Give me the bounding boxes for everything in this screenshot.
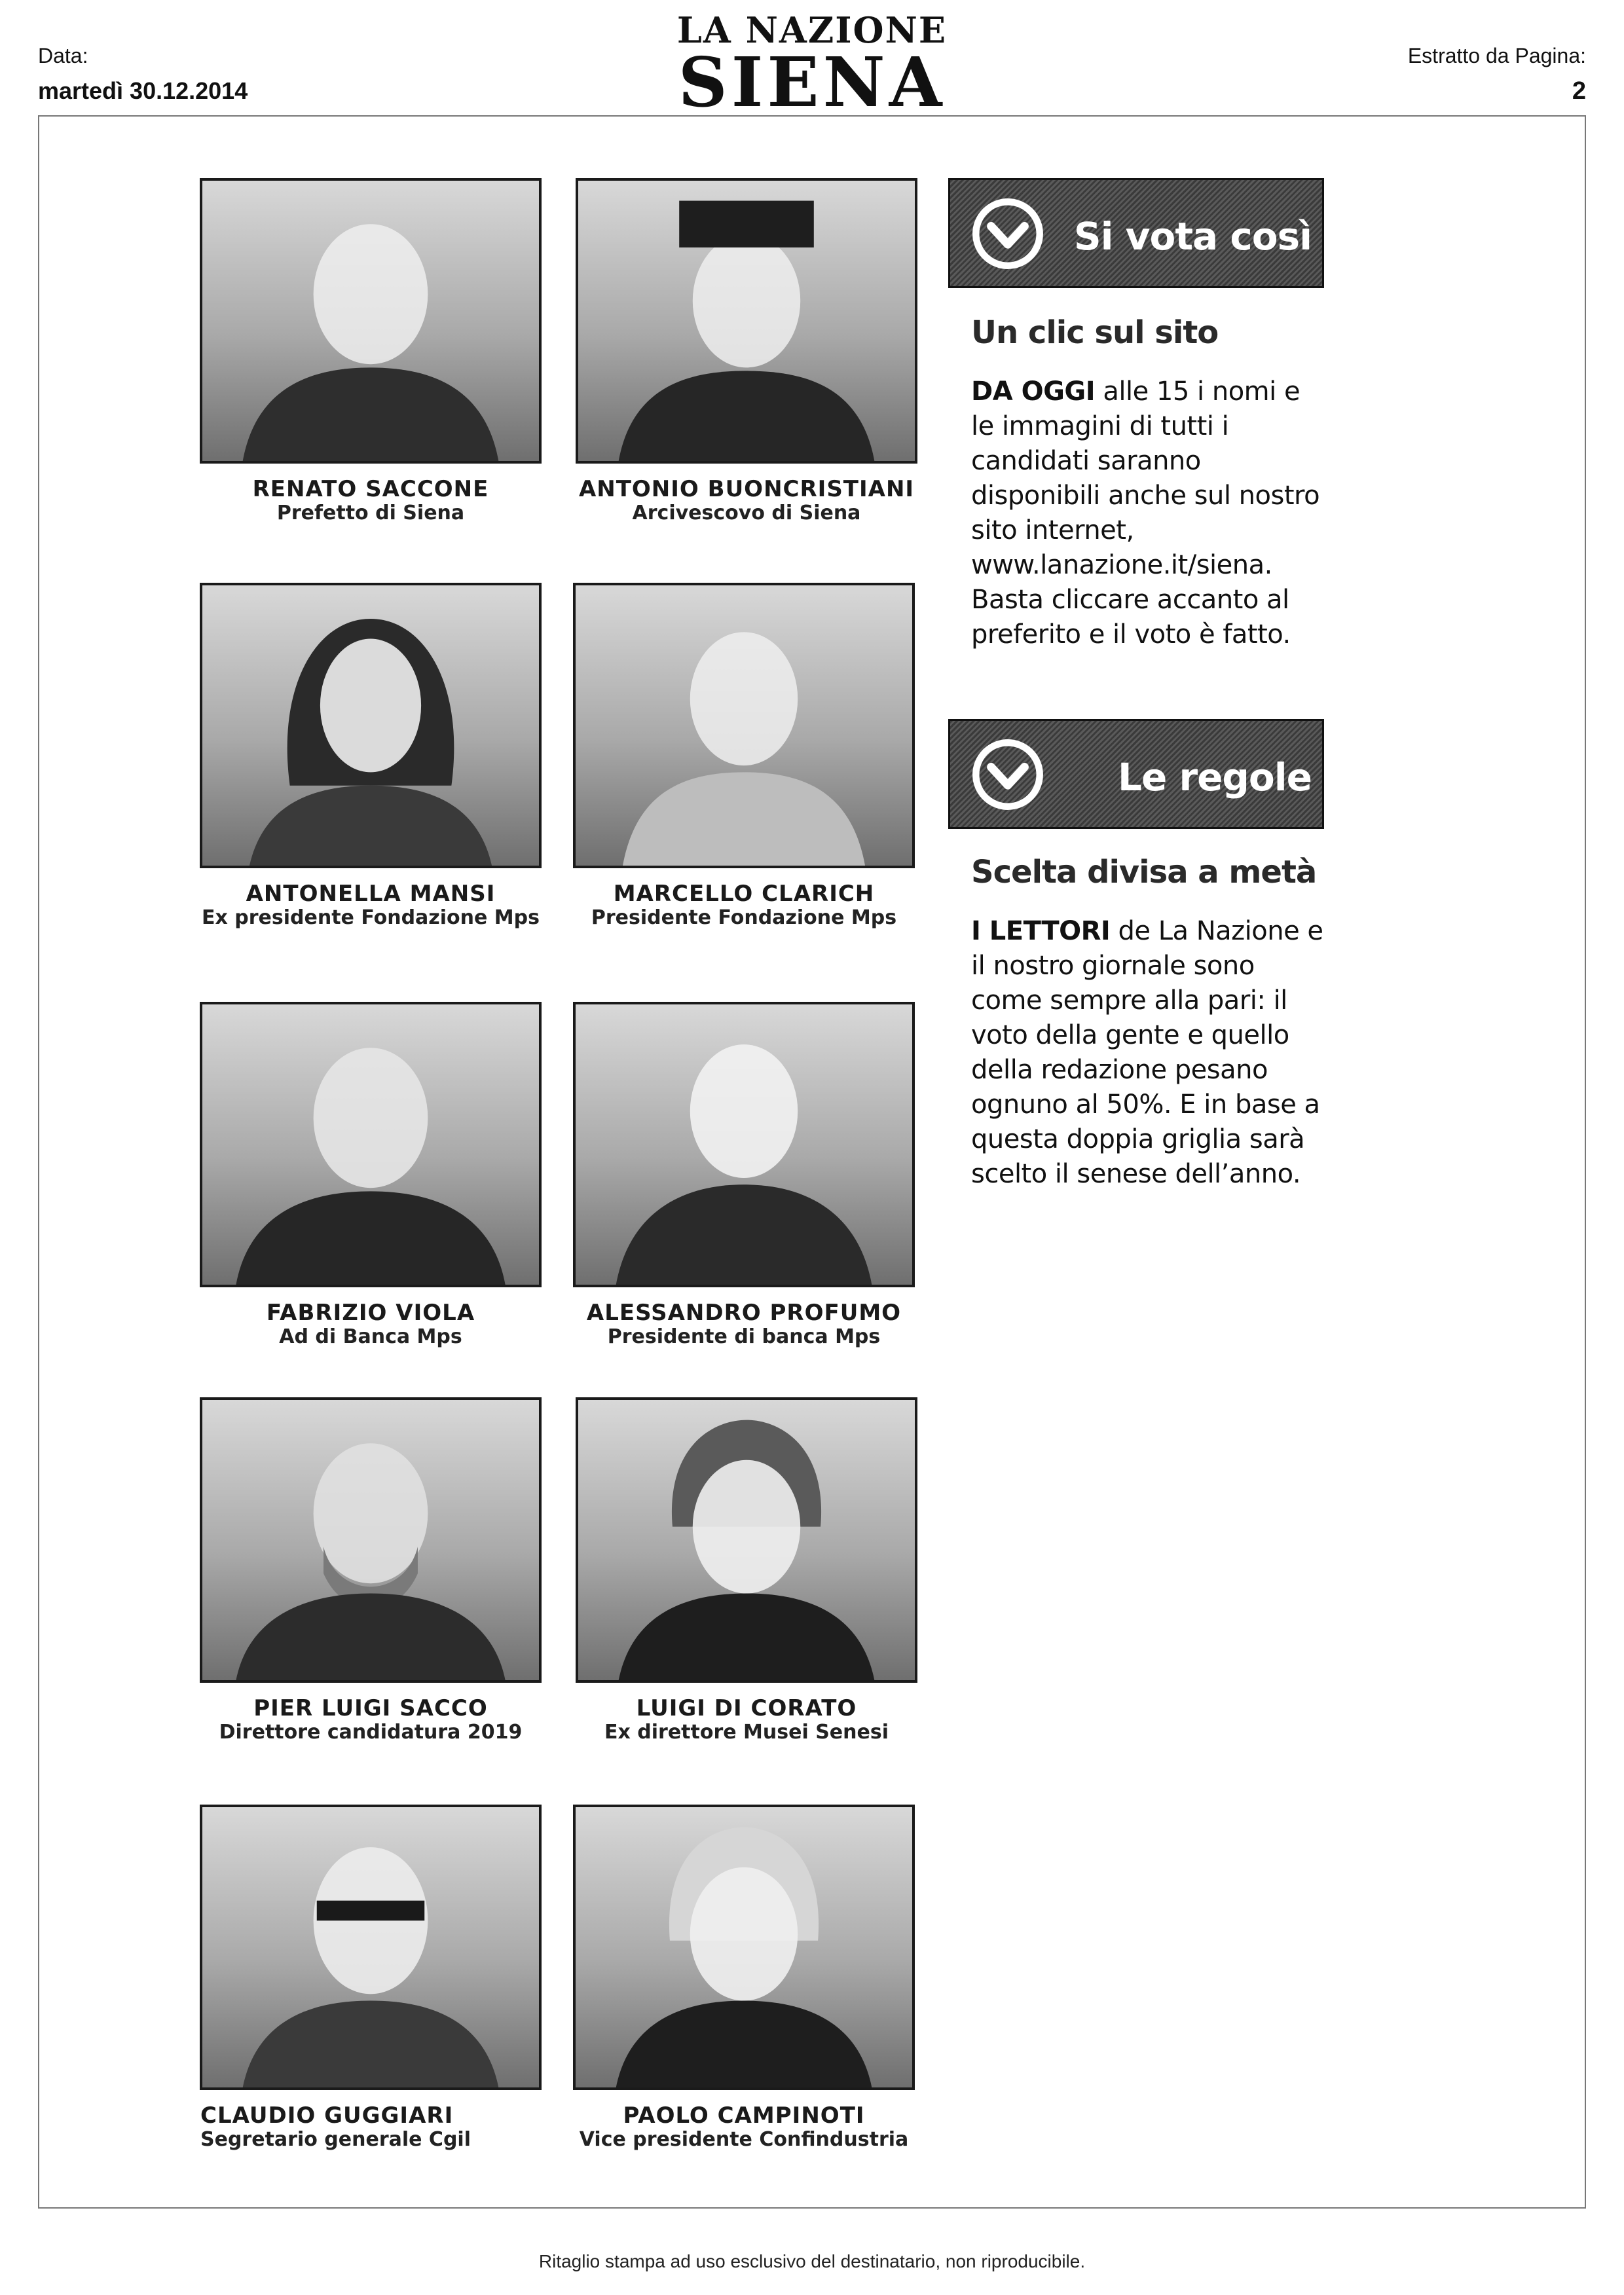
person-silhouette-icon	[202, 1807, 539, 2087]
candidate-card	[571, 583, 917, 930]
person-silhouette-icon	[576, 1004, 912, 1285]
vote-box-title: Un clic sul sito	[971, 314, 1219, 351]
candidate-name: MARCELLO CLARICH	[613, 881, 875, 907]
person-silhouette-icon	[202, 181, 539, 461]
candidate-photo	[200, 1002, 542, 1287]
candidate-card	[571, 1805, 917, 2152]
arrow-down-circle-icon	[970, 737, 1046, 813]
candidate-photo	[200, 1397, 542, 1683]
candidate-card	[574, 1397, 919, 1744]
candidate-name: ANTONELLA MANSI	[246, 881, 496, 907]
candidate-photo	[576, 1397, 917, 1683]
candidate-card	[198, 1397, 544, 1744]
page-number: 2	[1572, 77, 1586, 105]
candidate-card	[198, 1002, 544, 1349]
candidate-role: Presidente Fondazione Mps	[591, 906, 897, 929]
vote-box-body: alle 15 i nomi e le immagini di tutti i candidati saranno disponibili anche sul nostro sito internet, www.lanazione.it/siena. Basta cliccare accanto al preferito e il voto è fatto.	[971, 376, 1320, 650]
vote-box-header	[948, 178, 1324, 288]
date-label: Data:	[38, 44, 88, 67]
candidate-name: ANTONIO BUONCRISTIANI	[578, 476, 915, 502]
candidate-role: Segretario generale Cgil	[200, 2128, 471, 2151]
candidate-card	[198, 583, 544, 930]
person-silhouette-icon	[578, 1400, 915, 1680]
candidate-role: Direttore candidatura 2019	[219, 1721, 523, 1744]
rules-box-text	[971, 914, 1325, 1192]
person-silhouette-icon	[576, 585, 912, 866]
page-label: Estratto da Pagina:	[1407, 44, 1586, 67]
arrow-down-circle-icon	[970, 196, 1046, 272]
candidate-role: Ex presidente Fondazione Mps	[201, 906, 540, 929]
candidate-name: LUIGI DI CORATO	[636, 1695, 857, 1721]
masthead	[0, 9, 1624, 122]
candidate-role: Prefetto di Siena	[276, 502, 465, 524]
candidate-role: Ad di Banca Mps	[279, 1325, 462, 1348]
masthead-top: LA NAZIONE	[676, 9, 948, 51]
person-silhouette-icon	[202, 585, 539, 866]
candidate-name: ALESSANDRO PROFUMO	[586, 1300, 902, 1326]
person-silhouette-icon	[576, 1807, 912, 2087]
candidate-photo	[200, 583, 542, 868]
candidate-photo	[200, 178, 542, 464]
candidate-card	[574, 178, 919, 525]
vote-box-lead: DA OGGI	[971, 376, 1096, 407]
rules-box-title: Scelta divisa a metà	[971, 854, 1317, 890]
candidate-photo	[573, 583, 915, 868]
candidate-name: PIER LUIGI SACCO	[253, 1695, 488, 1721]
rules-box-header	[948, 719, 1324, 829]
candidate-photo	[573, 1805, 915, 2090]
rules-box-lead: I LETTORI	[971, 916, 1111, 946]
candidate-name: PAOLO CAMPINOTI	[623, 2102, 865, 2129]
person-silhouette-icon	[578, 181, 915, 461]
candidate-photo	[576, 178, 917, 464]
candidate-photo	[200, 1805, 542, 2090]
rules-box-header-title: Le regole	[1117, 755, 1312, 799]
candidate-name: RENATO SACCONE	[252, 476, 489, 502]
candidate-name: FABRIZIO VIOLA	[266, 1300, 475, 1326]
candidate-card	[571, 1002, 917, 1349]
candidate-card	[198, 1805, 544, 2152]
footer-note: Ritaglio stampa ad uso esclusivo del destinatario, non riproducibile.	[538, 2251, 1086, 2271]
person-silhouette-icon	[202, 1400, 539, 1680]
date-value: martedì 30.12.2014	[38, 77, 248, 104]
vote-box-header-title: Si vota così	[1073, 214, 1312, 259]
candidate-role: Vice presidente Confindustria	[579, 2128, 909, 2151]
candidate-card	[198, 178, 544, 525]
candidate-role: Ex direttore Musei Senesi	[604, 1721, 889, 1744]
page-block	[1408, 38, 1586, 109]
candidate-role: Arcivescovo di Siena	[632, 502, 861, 524]
candidate-name: CLAUDIO GUGGIARI	[200, 2102, 454, 2129]
masthead-main: SIENA	[678, 42, 946, 122]
person-silhouette-icon	[202, 1004, 539, 1285]
candidate-role: Presidente di banca Mps	[607, 1325, 881, 1348]
rules-box-body: de La Nazione e il nostro giornale sono come sempre alla pari: il voto della gente e quello della redazione pesano ognuno al 50%. E in base a questa doppia griglia sarà scelto il senese dell’anno.	[971, 916, 1323, 1189]
vote-box-text	[971, 375, 1325, 652]
candidate-photo	[573, 1002, 915, 1287]
